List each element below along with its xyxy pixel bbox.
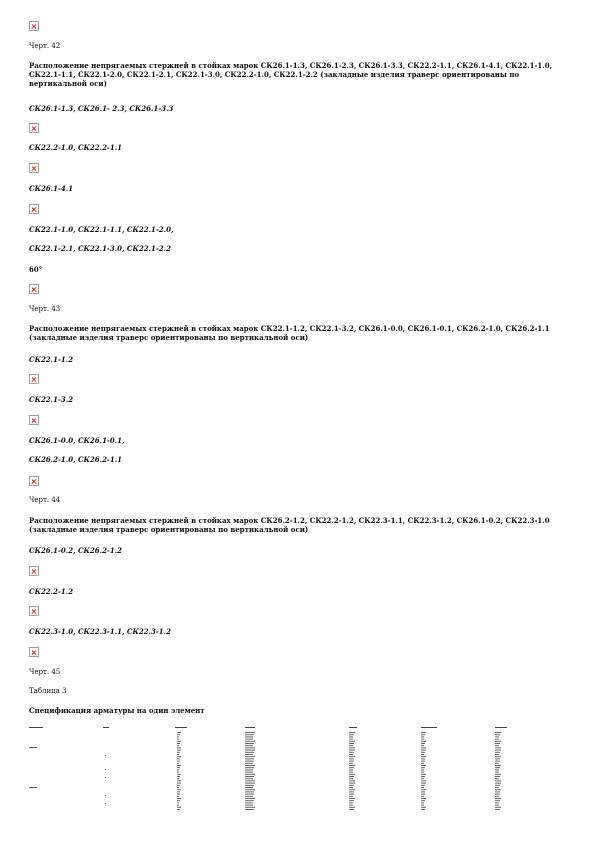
broken-image-icon <box>29 284 39 294</box>
marks-line: СК26.2-1.0, СК26.2-1.1 <box>29 455 123 464</box>
marks-line: СК22.2-1.2 <box>29 587 74 596</box>
figure-caption-44: Черт. 44 <box>29 496 61 504</box>
table-label: Таблица 3 <box>29 687 67 695</box>
angle-label: 60° <box>29 265 43 274</box>
broken-image-icon <box>29 566 39 576</box>
table-title: Спецификация арматуры на один элемент <box>29 706 205 715</box>
marks-line: СК22.3-1.0, СК22.3-1.1, СК22.3-1.2 <box>29 627 171 636</box>
figure-caption-43: Черт. 43 <box>29 305 61 313</box>
broken-image-icon <box>29 204 39 214</box>
marks-line: СК26.1-0.2, СК26.2-1.2 <box>29 546 123 555</box>
marks-line: СК26.1-0.0, СК26.1-0.1, <box>29 436 125 445</box>
broken-image-icon <box>29 647 39 657</box>
marks-line: СК26.1-4.1 <box>29 184 74 193</box>
figure-caption-42: Черт. 42 <box>29 42 61 50</box>
broken-image-icon <box>29 476 39 486</box>
broken-image-icon <box>29 21 39 31</box>
marks-line: СК22.1-3.2 <box>29 395 74 404</box>
marks-line: СК22.1-1.0, СК22.1-1.1, СК22.1-2.0, <box>29 225 174 234</box>
paragraph-43: Расположение непрягаемых стержней в стойках марок СК22.1-1.2, СК22.1-3.2, СК26.1-0.0, СК26.1-0.1, СК26.2-1.0, СК26.2-1.1 (закладные изделия траверс ориентированы по вертикальной оси) <box>29 324 550 342</box>
broken-image-icon <box>29 163 39 173</box>
broken-image-icon <box>29 606 39 616</box>
paragraph-44: Расположение непрягаемых стержней в стойках марок СК26.2-1.2, СК22.2-1.2, СК22.3-1.1, СК22.3-1.2, СК26.1-0.2, СК22.3-1.0 (закладные изделия траверс ориентированы по вертикальной оси) <box>29 516 550 534</box>
marks-line: СК22.1-2.1, СК22.1-3.0, СК22.1-2.2 <box>29 244 171 253</box>
marks-line: СК22.2-1.0, СК22.2-1.1 <box>29 143 123 152</box>
marks-line: СК22.1-1.2 <box>29 355 74 364</box>
broken-image-icon <box>29 415 39 425</box>
figure-caption-45: Черт. 45 <box>29 668 61 676</box>
broken-image-icon <box>29 123 39 133</box>
specification-table <box>29 724 569 814</box>
broken-image-icon <box>29 374 39 384</box>
marks-line: СК26.1-1.3, СК26.1- 2.3, СК26.1-3.3 <box>29 104 174 113</box>
paragraph-42: Расположение непрягаемых стержней в стойках марок СК26.1-1.3, СК26.1-2.3, СК26.1-3.3, СК22.2-1.1, СК26.1-4.1, СК22.1-1.0, СК22.1-1.1, СК22.1-2.0, СК22.1-2.1, СК22.1-3.0, СК22.2-1.0, СК22.1-2.2 (закладные изделия траверс ориентированы по вертикальной оси) <box>29 61 553 88</box>
